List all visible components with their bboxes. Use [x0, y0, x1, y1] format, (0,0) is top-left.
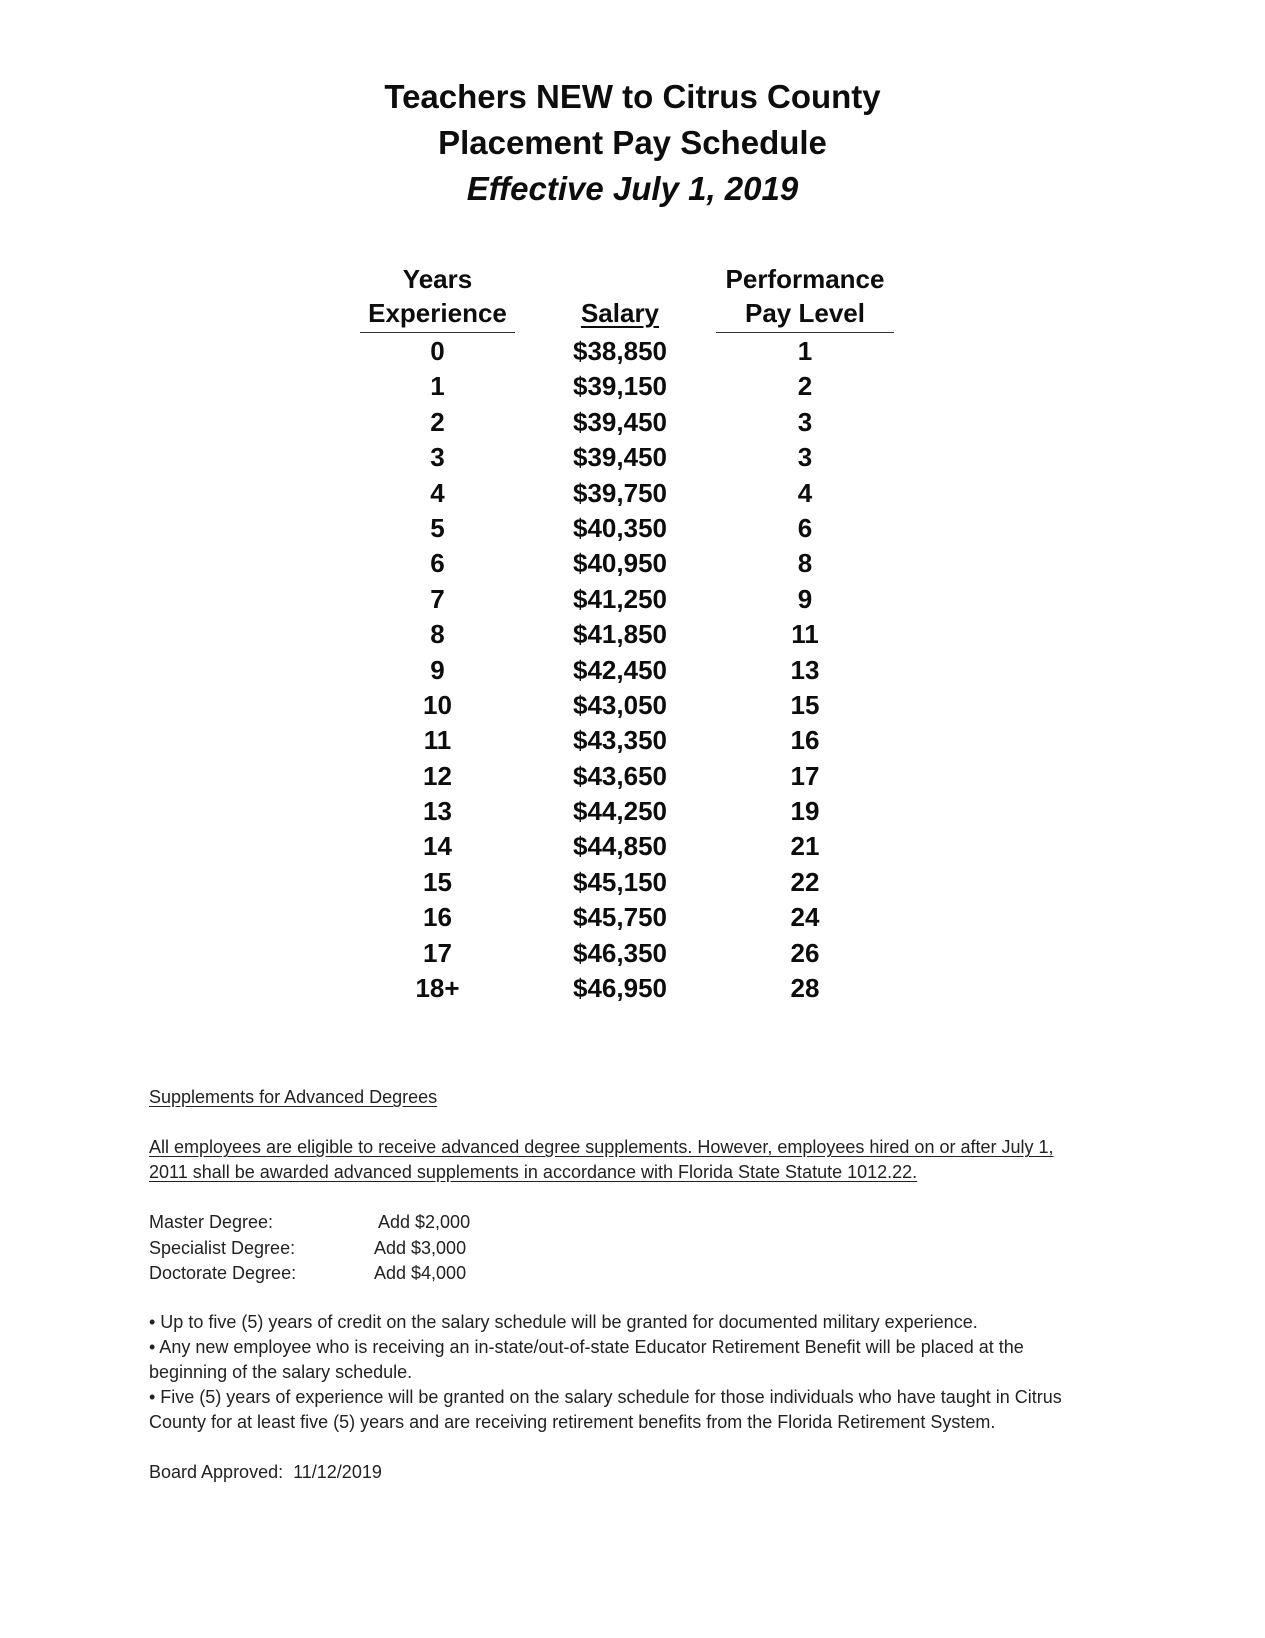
table-row: [0, 936, 1265, 971]
level-cell: 1: [797, 336, 813, 366]
title-line-1: Teachers NEW to Citrus County: [384, 78, 881, 115]
years-cell: 0: [430, 336, 445, 366]
years-cell: 18+: [415, 973, 460, 1004]
header-years-experience: Years Experience: [360, 262, 515, 333]
degree-row-master: [149, 1210, 1129, 1236]
salary-cell: $46,950: [573, 973, 667, 1004]
level-cell: 13: [790, 654, 820, 685]
level-cell: 11: [791, 619, 819, 650]
note-military: • Up to five (5) years of credit on the salary schedule will be granted for documented military experience.: [149, 1312, 978, 1332]
salary-cell: $38,850: [573, 336, 667, 366]
years-cell: 10: [423, 689, 452, 720]
years-cell: 6: [430, 548, 445, 579]
header-salary: Salary: [580, 298, 660, 328]
degree-row-specialist: [149, 1236, 1129, 1262]
salary-cell: $39,750: [573, 477, 667, 508]
years-cell: 16: [423, 902, 452, 933]
level-cell: 8: [797, 548, 813, 579]
header-performance-pay-level: Performance Pay Level: [716, 262, 894, 333]
notes-list: [149, 1310, 1129, 1435]
years-cell: 11: [423, 725, 452, 756]
level-cell: 21: [790, 831, 820, 862]
salary-cell: $39,450: [573, 442, 667, 473]
degree-amount: Add $4,000: [374, 1263, 467, 1283]
degree-supplements-list: [149, 1210, 1129, 1287]
level-cell: 16: [790, 725, 820, 756]
salary-cell: $44,250: [573, 796, 667, 827]
degree-label: Master Degree:: [149, 1212, 274, 1232]
title-effective-date: Effective July 1, 2019: [466, 170, 799, 207]
table-row: [0, 794, 1265, 829]
table-row: [0, 688, 1265, 723]
years-cell: 12: [423, 760, 452, 791]
table-row: [0, 405, 1265, 440]
salary-cell: $39,150: [573, 371, 667, 402]
level-cell: 24: [790, 902, 820, 933]
salary-cell: $40,350: [573, 512, 667, 543]
table-row: [0, 369, 1265, 404]
salary-cell: $44,850: [573, 831, 667, 862]
salary-cell: $46,350: [573, 937, 667, 968]
table-row: [0, 971, 1265, 1006]
board-approved: Board Approved: 11/12/2019: [149, 1462, 382, 1482]
salary-cell: $41,250: [573, 583, 667, 614]
years-cell: 2: [430, 406, 445, 437]
table-row: [0, 723, 1265, 758]
salary-cell: $42,450: [573, 654, 667, 685]
level-cell: 3: [797, 406, 813, 437]
salary-cell: $39,450: [573, 406, 667, 437]
level-cell: 3: [797, 442, 813, 473]
supplements-paragraph: All employees are eligible to receive advanced degree supplements. However, employees hired on or after July 1, 2011 shall be awarded advanced supplements in accordance with Florida State Statute 1012.22.: [149, 1137, 1054, 1182]
years-cell: 9: [430, 654, 445, 685]
years-cell: 1: [430, 371, 445, 402]
degree-label: Specialist Degree:: [149, 1237, 296, 1258]
salary-cell: $45,750: [573, 902, 667, 933]
title-line-2: Placement Pay Schedule: [438, 124, 827, 161]
years-cell: 15: [423, 866, 452, 897]
salary-cell: $43,050: [573, 689, 667, 720]
degree-row-doctorate: [149, 1261, 1129, 1287]
salary-cell: $40,950: [573, 548, 667, 579]
level-cell: 15: [790, 689, 820, 720]
table-row: [0, 865, 1265, 900]
table-row: [0, 334, 1265, 369]
years-cell: 8: [430, 619, 445, 650]
table-row: [0, 829, 1265, 864]
table-row: [0, 546, 1265, 581]
years-cell: 7: [430, 583, 445, 614]
salary-cell: $43,350: [573, 725, 667, 756]
note-citrus-retirees: • Five (5) years of experience will be granted on the salary schedule for those individuals who have taught in Citrus County for at least five (5) years and are receiving retirement benefits from the Florida Retirement System.: [149, 1387, 1062, 1432]
years-cell: 4: [430, 477, 445, 508]
level-cell: 26: [790, 937, 820, 968]
table-row: [0, 476, 1265, 511]
table-row: [0, 759, 1265, 794]
table-row: [0, 653, 1265, 688]
years-cell: 5: [430, 512, 445, 543]
level-cell: 19: [790, 796, 820, 827]
level-cell: 9: [797, 583, 813, 614]
years-cell: 17: [423, 937, 452, 968]
supplements-heading: Supplements for Advanced Degrees: [149, 1087, 438, 1107]
years-cell: 14: [423, 831, 452, 862]
table-row: [0, 511, 1265, 546]
table-body: [0, 334, 1265, 1006]
table-row: [0, 582, 1265, 617]
level-cell: 2: [797, 371, 813, 402]
table-row: [0, 617, 1265, 652]
years-cell: 3: [430, 442, 445, 473]
table-row: [0, 900, 1265, 935]
years-cell: 13: [423, 796, 452, 827]
salary-cell: $43,650: [573, 760, 667, 791]
level-cell: 28: [790, 973, 820, 1004]
level-cell: 22: [790, 866, 820, 897]
document-title: [0, 74, 1265, 212]
level-cell: 4: [797, 477, 813, 508]
degree-amount: Add $2,000: [378, 1212, 471, 1232]
level-cell: 6: [797, 512, 813, 543]
degree-amount: Add $3,000: [374, 1237, 467, 1258]
level-cell: 17: [790, 760, 820, 791]
note-retirement-benefit: • Any new employee who is receiving an in-state/out-of-state Educator Retirement Benefit will be placed at the beginning of the salary schedule.: [149, 1337, 1024, 1382]
table-row: [0, 440, 1265, 475]
salary-cell: $41,850: [573, 619, 667, 650]
salary-cell: $45,150: [573, 866, 667, 897]
degree-label: Doctorate Degree:: [149, 1263, 297, 1283]
